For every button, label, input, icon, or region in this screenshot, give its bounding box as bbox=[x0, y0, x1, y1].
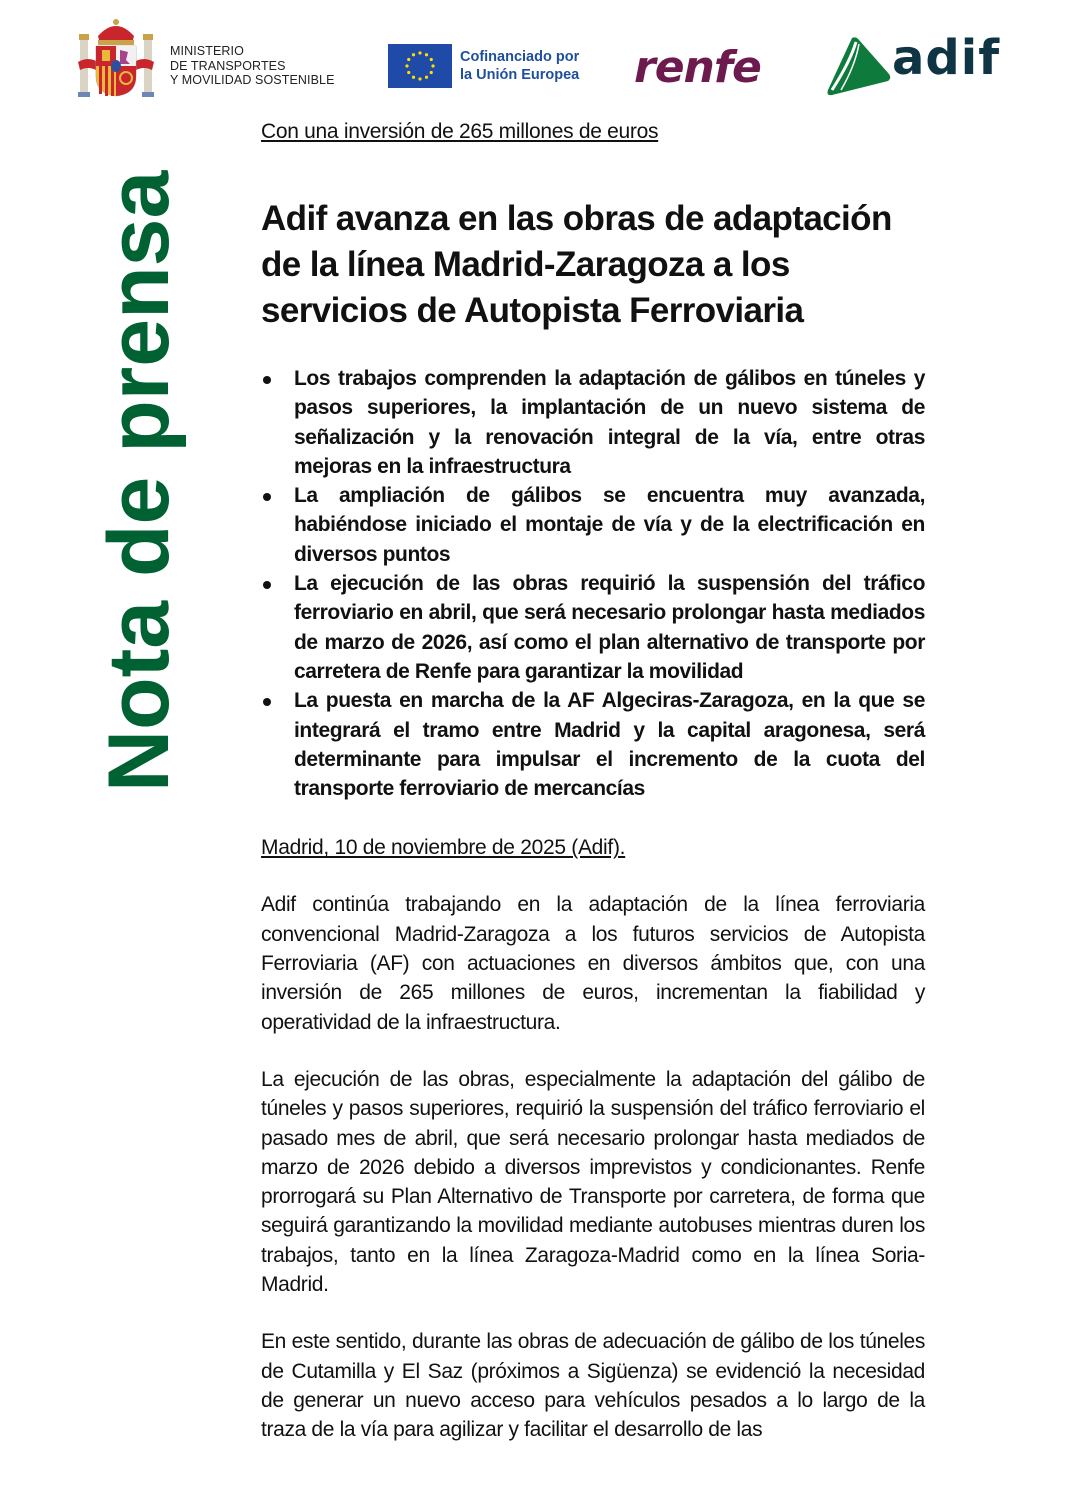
eu-star-icon bbox=[425, 76, 428, 79]
highlight-text: La ejecución de las obras requirió la suspensión del tráfico ferroviario en abril, que será necesario prolongar hasta mediados de marzo de 2026, así como el plan alternativo de transporte por carretera de Renfe para garantizar la movilidad bbox=[294, 572, 925, 683]
ministry-line: Y MOVILIDAD SOSTENIBLE bbox=[170, 73, 335, 87]
bullet-icon bbox=[263, 493, 271, 501]
highlight-text: Los trabajos comprenden la adaptación de gálibos en túneles y pasos superiores, la implantación de un nuevo sistema de señalización y la renovación integral de la vía, entre otras mejoras en la infraestructura bbox=[294, 367, 925, 478]
spain-coat-of-arms-icon bbox=[76, 16, 156, 100]
body-paragraph: Adif continúa trabajando en la adaptación de la línea ferroviaria convencional Madrid-Zaragoza a los futuros servicios de Autopista Ferroviaria (AF) con actuaciones en diversos ámbitos que, con una inversión de 265 millones de euros, incrementan la fiabilidad y operatividad de la infraestructura. bbox=[261, 893, 925, 1034]
bullet-icon bbox=[263, 376, 271, 384]
press-release-body bbox=[261, 118, 925, 1445]
eu-star-icon bbox=[405, 64, 408, 67]
highlight-item bbox=[261, 569, 925, 686]
headline: Adif avanza en las obras de adaptación de la línea Madrid-Zaragoza a los servicios de Autopista Ferroviaria bbox=[261, 199, 892, 330]
bullet-icon bbox=[263, 581, 271, 589]
eu-star-icon bbox=[430, 58, 433, 61]
eu-star-icon bbox=[407, 58, 410, 61]
eu-star-icon bbox=[412, 53, 415, 56]
eu-star-icon bbox=[430, 71, 433, 74]
renfe-logo-text: renfe bbox=[634, 42, 761, 93]
eu-star-icon bbox=[425, 53, 428, 56]
eu-flag-icon bbox=[388, 44, 452, 88]
bullet-icon bbox=[263, 698, 271, 706]
ministry-name bbox=[170, 44, 335, 88]
eu-line: la Unión Europea bbox=[460, 67, 580, 83]
body-paragraph: La ejecución de las obras, especialmente la adaptación del gálibo de túneles y pasos superiores, requirió la suspensión del tráfico ferroviario el pasado mes de abril, que será necesario prolongar hasta mediados de marzo de 2026 debido a diversos imprevistos y condicionantes. Renfe prorrogará su Plan Alternativo de Transporte por carretera, de forma que seguirá garantizando la movilidad mediante autobuses mientras duren los trabajos, tanto en la línea Zaragoza-Madrid como en la línea Soria-Madrid. bbox=[261, 1067, 925, 1297]
ministry-line: DE TRANSPORTES bbox=[170, 58, 286, 73]
eu-star-icon bbox=[431, 64, 434, 67]
highlight-item bbox=[261, 686, 925, 803]
adif-logo-text: adif bbox=[892, 30, 1001, 86]
highlight-item bbox=[261, 481, 925, 569]
highlights-list bbox=[261, 364, 925, 803]
eu-star-icon bbox=[418, 51, 421, 54]
highlight-text: La ampliación de gálibos se encuentra muy avanzada, habiéndose iniciado el montaje de vía y de la electrificación en diversos puntos bbox=[294, 484, 925, 566]
page-header bbox=[0, 0, 1080, 120]
highlight-text: La puesta en marcha de la AF Algeciras-Zaragoza, en la que se integrará el tramo entre Madrid y la capital aragonesa, será determinante para impulsar el incremento de la cuota del transporte ferroviario de mercancías bbox=[294, 689, 925, 801]
ministry-line: MINISTERIO bbox=[170, 44, 244, 58]
eu-cofinancing-label bbox=[460, 48, 579, 84]
eu-line: Cofinanciado por bbox=[460, 49, 580, 65]
highlight-item bbox=[261, 364, 925, 481]
eu-star-icon bbox=[412, 76, 415, 79]
dateline: Madrid, 10 de noviembre de 2025 (Adif). bbox=[261, 836, 626, 860]
eu-star-icon bbox=[407, 71, 410, 74]
adif-logo-mark-icon bbox=[826, 36, 892, 96]
body-paragraph: En este sentido, durante las obras de adecuación de gálibo de los túneles de Cutamilla y El Saz (próximos a Sigüenza) se evidenció la necesidad de generar un nuevo acceso para vehículos pesados a lo largo de la traza de la vía para agilizar y facilitar el desarrollo de las bbox=[261, 1330, 925, 1442]
renfe-logo bbox=[632, 38, 782, 96]
eu-star-icon bbox=[418, 77, 421, 80]
side-title: Nota de prensa bbox=[91, 170, 187, 792]
kicker: Con una inversión de 265 millones de euros bbox=[261, 120, 659, 143]
